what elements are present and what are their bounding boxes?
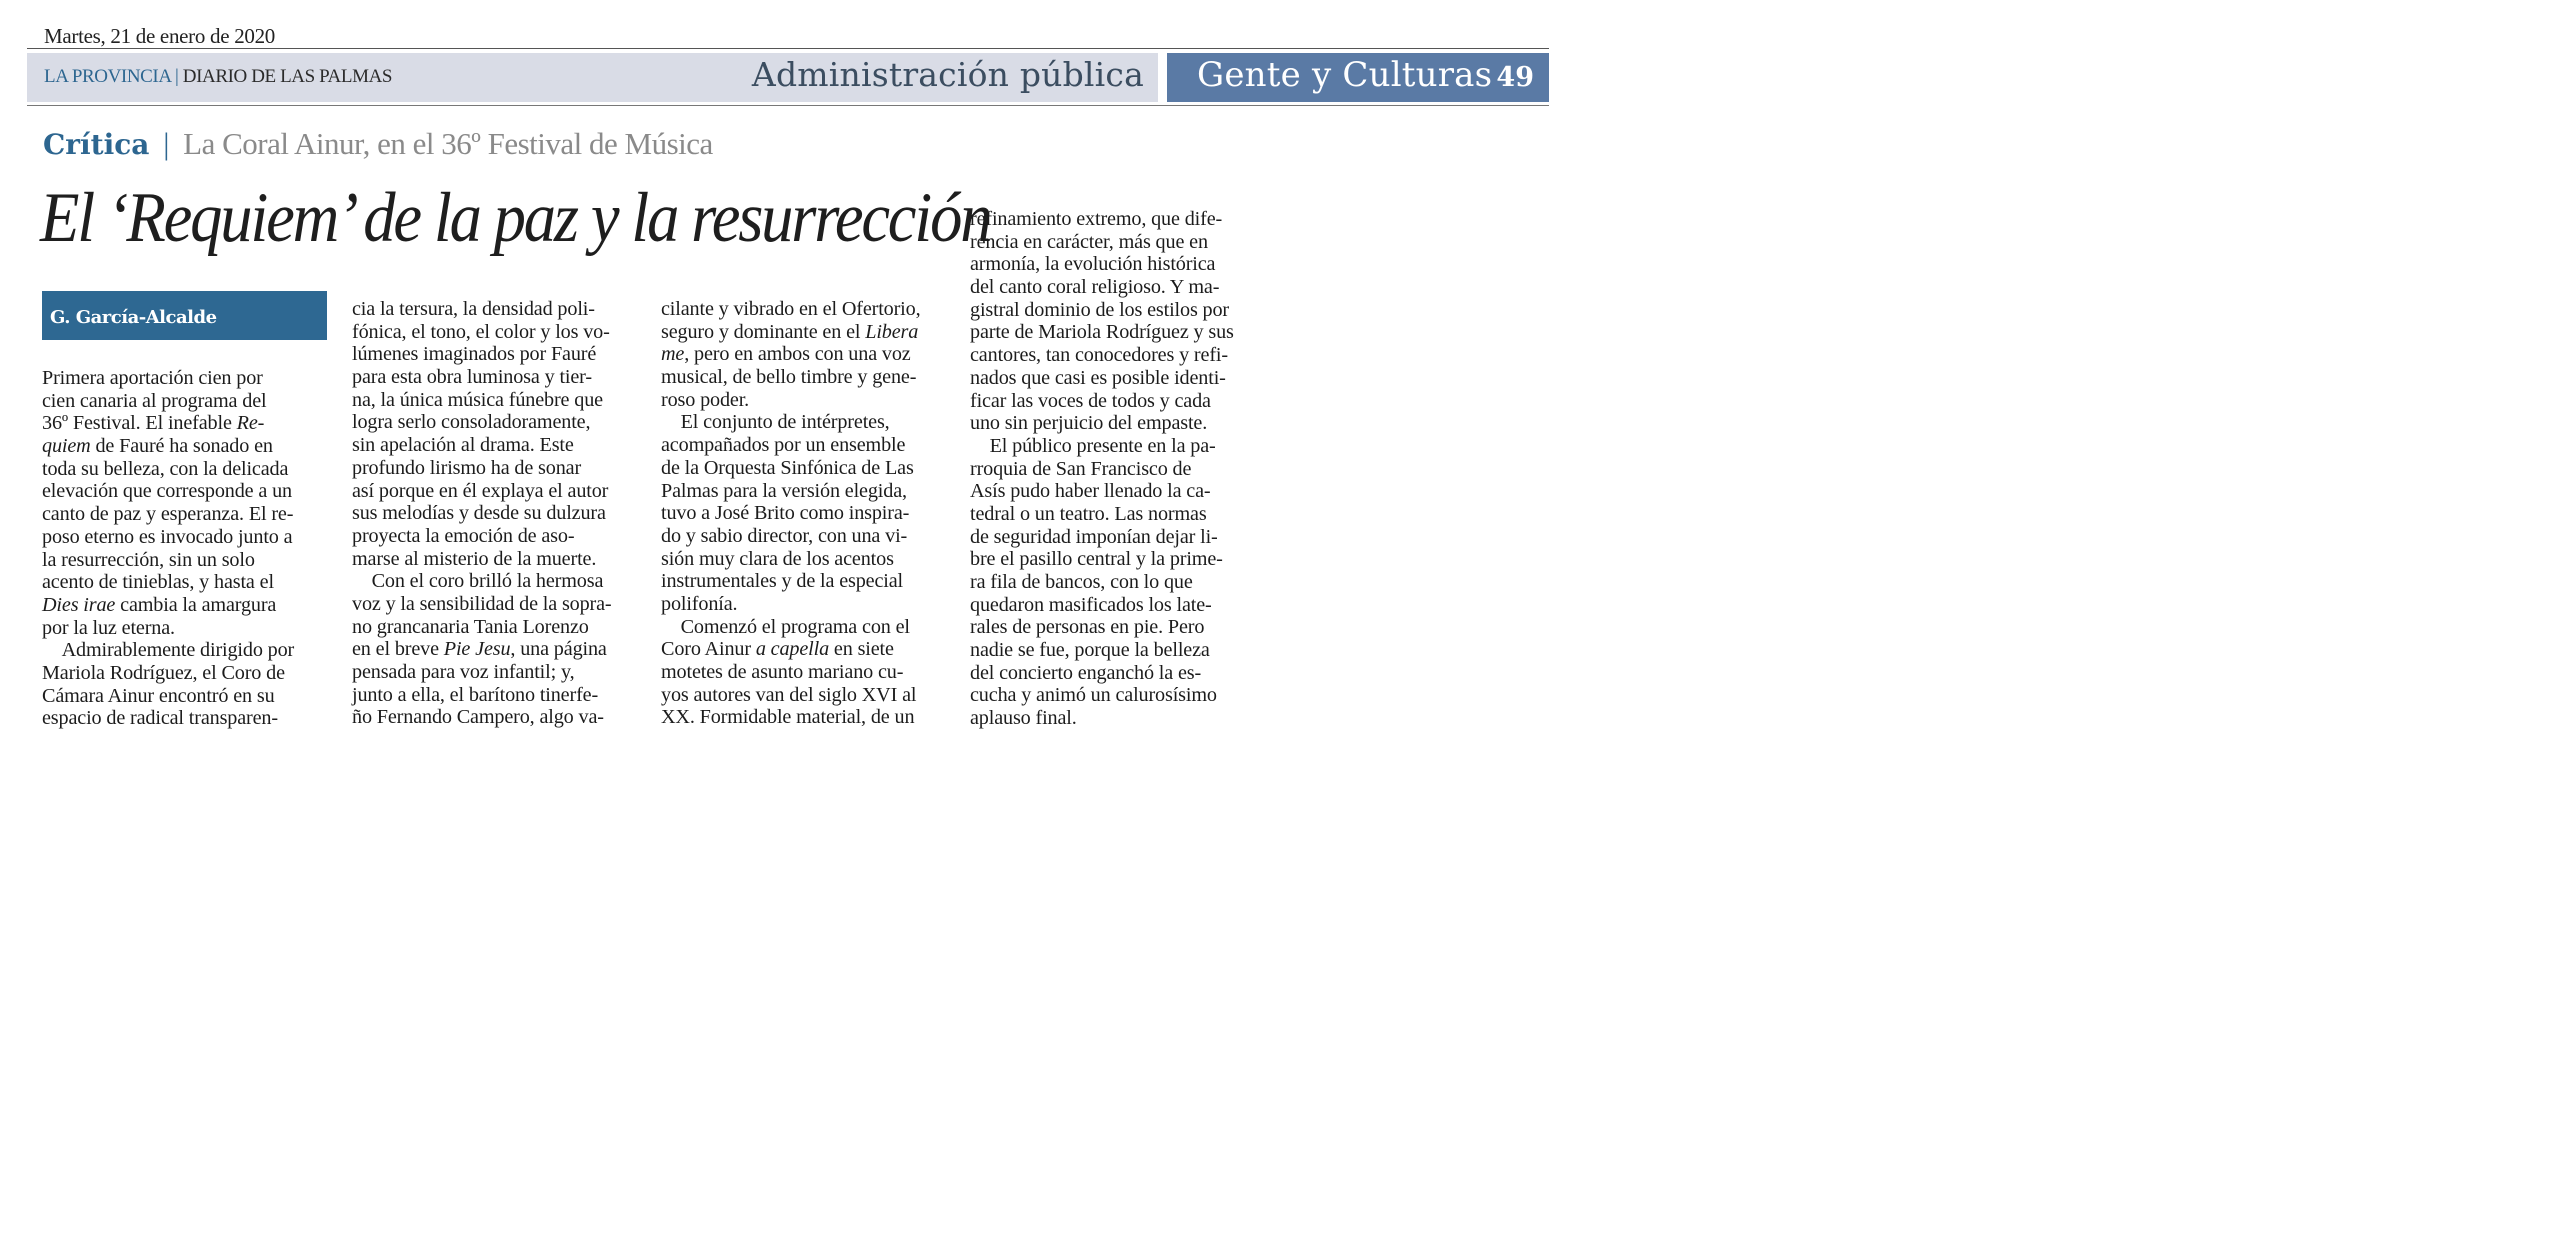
page-number: 49 [1496, 62, 1534, 93]
article-line: sión muy clara de los acentos [661, 547, 894, 570]
article-line: Mariola Rodríguez, el Coro de [42, 661, 285, 684]
article-line: me, pero en ambos con una voz [661, 343, 911, 366]
article-line: 36º Festival. El inefable Re- [42, 412, 265, 435]
article-line: roso poder. [661, 388, 750, 411]
article-line: quedaron masificados los late- [970, 593, 1212, 616]
article-line: rroquia de San Francisco de [970, 457, 1192, 480]
article-line: musical, de bello timbre y gene- [661, 366, 917, 389]
article-line: yos autores van del siglo XVI al [661, 683, 917, 706]
publication-brand: LA PROVINCIA [44, 66, 171, 87]
article-line: armonía, la evolución histórica [970, 253, 1216, 276]
publication-separator: | [175, 66, 179, 87]
publication-name [44, 66, 392, 88]
article-line: marse al misterio de la muerte. [352, 547, 597, 570]
article-line: El conjunto de intérpretes, [661, 411, 890, 434]
article-line: logra serlo consoladoramente, [352, 411, 591, 434]
article-line: Palmas para la versión elegida, [661, 479, 907, 502]
article-line: El público presente en la pa- [970, 434, 1216, 457]
article-line: del concierto enganchó la es- [970, 661, 1202, 684]
article-line: así porque en él explaya el autor [352, 479, 609, 502]
byline-box [42, 291, 327, 340]
header-rule-top [27, 48, 1549, 49]
section-name: Gente y Culturas [1197, 55, 1493, 95]
article-line: tuvo a José Brito como inspira- [661, 502, 910, 525]
article-line: voz y la sensibilidad de la sopra- [352, 592, 612, 615]
article-line: nados que casi es posible identi- [970, 366, 1226, 389]
article-line: de la Orquesta Sinfónica de Las [661, 456, 914, 479]
article-line: por la luz eterna. [42, 616, 175, 639]
issue-date: Martes, 21 de enero de 2020 [44, 24, 275, 48]
kicker-label: Crítica [43, 128, 150, 161]
article-line: uno sin perjuicio del empaste. [970, 412, 1208, 435]
article-line: poso eterno es invocado junto a [42, 525, 293, 548]
section-subtitle: Administración pública [751, 55, 1144, 94]
byline-author: G. García-Alcalde [50, 307, 217, 328]
article-line: de seguridad imponían dejar li- [970, 525, 1218, 548]
article-column-1 [42, 367, 342, 730]
article-line: fónica, el tono, el color y los vo- [352, 320, 610, 343]
article-line: Coro Ainur a capella en siete [661, 638, 894, 661]
article-headline: El ‘Requiem’ de la paz y la resurrección [40, 179, 991, 257]
article-line: pensada para voz infantil; y, [352, 661, 575, 683]
article-line: acento de tinieblas, y hasta el [42, 571, 274, 594]
article-line: ra fila de bancos, con lo que [970, 571, 1193, 593]
article-line: rales de personas en pie. Pero [970, 616, 1205, 639]
article-kicker [43, 126, 713, 162]
article-line: Primera aportación cien por [42, 367, 263, 389]
article-line: cantores, tan conocedores y refi- [970, 344, 1228, 367]
article-line: parte de Mariola Rodríguez y sus [970, 321, 1234, 344]
article-line: en el breve Pie Jesu, una página [352, 638, 607, 661]
article-line: profundo lirismo ha de sonar [352, 456, 582, 479]
article-line: seguro y dominante en el Libera [661, 320, 919, 343]
article-line: polifonía. [661, 592, 738, 615]
article-line: rencia en carácter, más que en [970, 230, 1208, 253]
article-line: Dies irae cambia la amargura [42, 593, 277, 616]
article-line: Comenzó el programa con el [661, 615, 910, 638]
kicker-separator: | [163, 126, 170, 161]
article-line: Con el coro brilló la hermosa [352, 570, 604, 593]
article-line: refinamiento extremo, que dife- [970, 208, 1223, 230]
article-line: sin apelación al drama. Este [352, 434, 574, 457]
article-line: canto de paz y esperanza. El re- [42, 503, 294, 526]
article-line: toda su belleza, con la delicada [42, 457, 289, 480]
article-line: junto a ella, el barítono tinerfe- [352, 683, 599, 706]
article-line: proyecta la emoción de aso- [352, 524, 575, 547]
header-band [27, 53, 1158, 102]
article-line: do y sabio director, con una vi- [661, 524, 908, 547]
article-line: instrumentales y de la especial [661, 570, 903, 593]
article-line: espacio de radical transparen- [42, 707, 278, 730]
header-rule-bottom [27, 105, 1549, 106]
publication-rest: DIARIO DE LAS PALMAS [182, 66, 393, 87]
article-line: aplauso final. [970, 707, 1077, 730]
article-line: ño Fernando Campero, algo va- [352, 706, 604, 729]
article-line: XX. Formidable material, de un [661, 706, 915, 729]
article-line: Asís pudo haber llenado la ca- [970, 480, 1211, 503]
article-line: cia la tersura, la densidad poli- [352, 298, 595, 320]
article-line: nadie se fue, porque la belleza [970, 639, 1210, 662]
article-line: na, la única música fúnebre que [352, 388, 603, 411]
article-line: quiem de Fauré ha sonado en [42, 435, 273, 458]
article-line: acompañados por un ensemble [661, 434, 906, 457]
article-line: la resurrección, sin un solo [42, 548, 255, 571]
kicker-text: La Coral Ainur, en el 36º Festival de Música [183, 126, 713, 161]
article-line: Admirablemente dirigido por [42, 639, 295, 662]
article-line: gistral dominio de los estilos por [970, 298, 1230, 321]
article-line: del canto coral religioso. Y ma- [970, 276, 1220, 299]
article-line: para esta obra luminosa y tier- [352, 366, 592, 389]
article-line: cilante y vibrado en el Ofertorio, [661, 298, 921, 320]
article-line: cucha y animó un calurosísimo [970, 684, 1217, 707]
article-line: motetes de asunto mariano cu- [661, 661, 904, 683]
article-column-2 [352, 298, 652, 729]
article-line: lúmenes imaginados por Fauré [352, 343, 597, 366]
article-line: cien canaria al programa del [42, 389, 267, 412]
article-line: ficar las voces de todos y cada [970, 389, 1211, 412]
article-line: Cámara Ainur encontró en su [42, 684, 275, 707]
article-line: sus melodías y desde su dulzura [352, 502, 606, 525]
article-line: tedral o un teatro. Las normas [970, 502, 1207, 525]
section-box [1167, 53, 1549, 102]
article-line: bre el pasillo central y la prime- [970, 548, 1223, 571]
article-line: no grancanaria Tania Lorenzo [352, 615, 589, 638]
article-column-4 [970, 208, 1270, 730]
article-line: elevación que corresponde a un [42, 480, 292, 503]
article-column-3 [661, 298, 961, 729]
